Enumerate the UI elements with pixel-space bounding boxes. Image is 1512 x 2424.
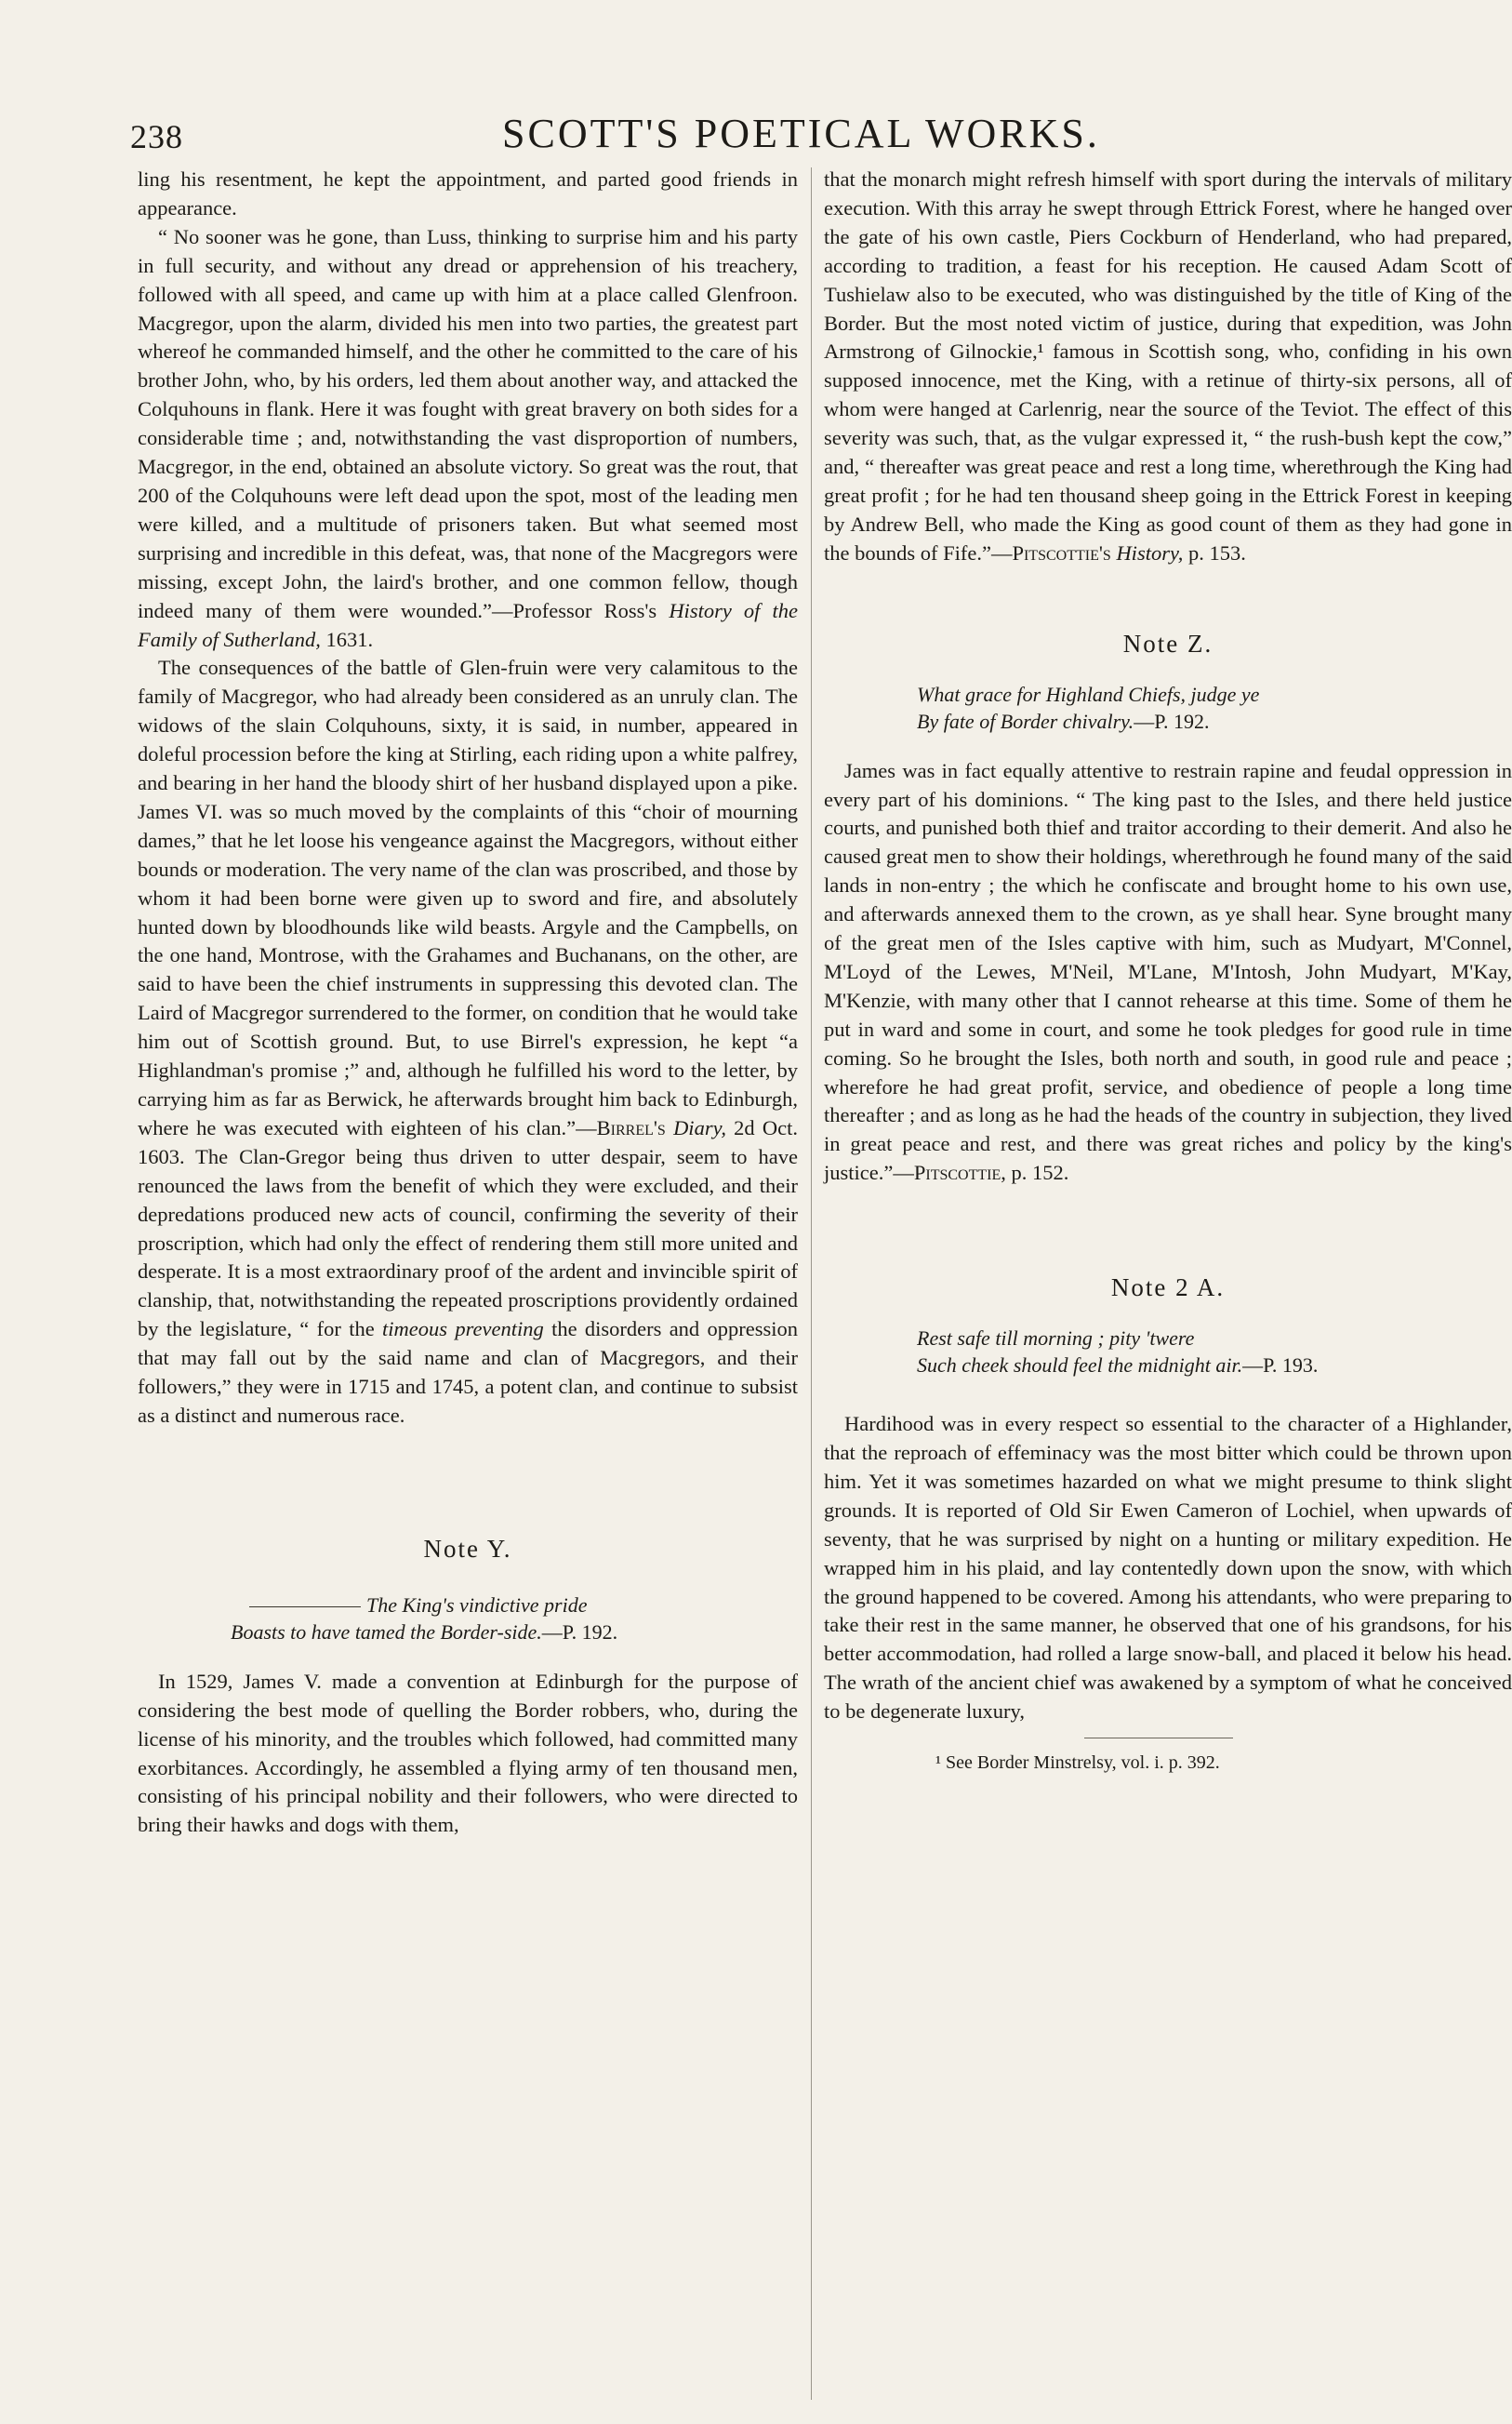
paragraph-note-z (824, 757, 1512, 1189)
note-z-verse-line-1: What grace for Highland Chiefs, judge ye (917, 682, 1260, 706)
verse-text: Boasts to have tamed the Border-side. (231, 1619, 542, 1644)
quote-text: “ No sooner was he gone, than Luss, thinking to surprise him and his party in full security, and without any dread or apprehension of his treachery, followed with all speed, and came up with him at a place called Glenfroon. Macgregor, upon the alarm, divided his men into two parties, the greatest part whereof he commanded himself, and the other he committed to the care of his brother John, who, by his orders, led them about another way, and attacked the Colquhouns in flank. Here it was fought with great bravery on both sides for a considerable time ; and, notwithstanding the vast disproportion of numbers, Macgregor, in the end, obtained an absolute victory. So great was the rout, that 200 of the Colquhouns were left dead upon the spot, most of the leading men were killed, and a multitude of prisoners taken. But what seemed most surprising and incredible in this defeat, was, that none of the Macgregors were missing, except John, the laird's brother, and one common fellow, though indeed many of them were wounded.”—Professor Ross's (138, 224, 798, 622)
paragraph-text: The consequences of the battle of Glen-fruin were very calamitous to the family of Macgregor, who had already been considered as an unruly clan. The widows of the slain Colquhouns, sixty, it is said, in number, appeared in doleful procession before the king at Stirling, each riding upon a white palfrey, and bearing in her hand the bloody shirt of her husband displayed upon a pike. James VI. was so much moved by the complaints of this “choir of mourning dames,” that he let loose his vengeance against the Macgregors, without either bounds or moderation. The very name of the clan was proscribed, and those by whom it had been borne were given up to sword and fire, and absolutely hunted down by bloodhounds like wild beasts. Argyle and the Campbells, on the one hand, Montrose, with the Grahames and Buchanans, on the other, are said to have been the chief instruments in suppressing this devoted clan. The Laird of Macgregor surrendered to the former, on condition that he would take him out of Scottish ground. But, to use Birrel's expression, he kept “a Highlandman's promise ;” and, although he fulfilled his word to the letter, by carrying him as far as Berwick, he afterwards brought him back to Edinburgh, where he was executed with eighteen of his clan.”— (138, 656, 799, 1139)
paragraph-glen-fruin (138, 654, 798, 1430)
page-reference: —P. 193. (1242, 1353, 1319, 1378)
citation-author: Pitscottie, (913, 1161, 1006, 1185)
verse-text: By fate of Border chivalry. (917, 709, 1134, 733)
paragraph-note-y: In 1529, James V. made a convention at Edinburgh for the purpose of considering the best mode of quelling the Border robbers, who, during the license of his minority, and the troubles which followed, had committed many exorbitances. Accordingly, he assembled a flying army of ten thousand men, consisting of his principal nobility and their followers, who were directed to bring their hawks and dogs with them, (138, 1669, 798, 1837)
citation-page: p. 153. (1187, 540, 1246, 565)
running-head (0, 110, 1512, 156)
paragraph-text: that the monarch might refresh himself with sport during the intervals of military execution. With this array he swept through Ettrick Forest, where he hanged over the gate of his own castle, Piers Cockburn of Henderland, who had prepared, according to tradition, a feast for his reception. He caused Adam Scott of Tushielaw also to be executed, who was distinguished by the title of King of the Border. But the most noted victim of justice, during that expedition, was John Armstrong of Gilnockie,¹ famous in Scottish song, who, confiding in his own supposed innocence, met the King, with a retinue of thirty-six persons, all of whom were hanged at Carlenrig, near the source of the Teviot. The effect of this severity was such, that, as the vulgar expressed it, “ the rush-bush kept the cow,” and, “ thereafter was great peace and rest a long time, wherethrough the King had great profit ; for he had ten thousand sheep going in the Ettrick Forest in keeping by Andrew Bell, who made the King as good count of them as they had gone in the bounds of Fife.”— (824, 167, 1512, 565)
right-column (824, 166, 1512, 1778)
verse-dash-rule (249, 1606, 361, 1607)
note-y-verse-line-1 (138, 1592, 798, 1618)
page-reference: —P. 192. (541, 1619, 618, 1644)
citation-author: Pitscottie's (1012, 540, 1111, 565)
paragraph-text: James was in fact equally attentive to restrain rapine and feudal oppression in every part of his dominions. “ The king past to the Isles, and there held justice courts, and punished both thief and traitor according to their demerit. And also he caused great men to show their holdings, wherethrough he found many of the said lands in non-entry ; the which he confiscate and brought home to his own use, and afterwards annexed them to the crown, as ye shall hear. Syne brought many of the great men of the Isles captive with him, such as Mudyart, M'Connel, M'Loyd of the Lewes, M'Neil, M'Lane, M'Intosh, John Mudyart, M'Kay, M'Kenzie, with many other that I cannot rehearse at this time. Some of them he put in ward and some in court, and some he took pledges for good rule in time coming. So he brought the Isles, both north and south, in good rule and peace ; wherefore he had great profit, service, and obedience of people a long time thereafter ; and as long as he had the heads of the country in subjection, they lived in great peace and rest, and there was great riches and policy by the king's justice.”— (824, 758, 1512, 1185)
paragraph: ling his resentment, he kept the appointment, and parted good friends in appearance. (138, 167, 798, 220)
citation-title: Diary, (673, 1115, 726, 1139)
note-2a-heading: Note 2 A. (1110, 1273, 1226, 1302)
citation-title: History, (1116, 540, 1184, 565)
paragraph-text: the disorders and oppression that may fall out by the said name and clan of Macgregors, and their followers,” they were in 1715 and 1745, a potent clan, and continue to subsist as a distinct and numerous race. (138, 1317, 798, 1427)
verse-text: The King's vindictive pride (366, 1592, 588, 1617)
note-2a-verse-line-1: Rest safe till morning ; pity 'twere (917, 1326, 1195, 1351)
paragraph-ross-quote (138, 223, 798, 655)
paragraph-text: 2d Oct. 1603. The Clan-Gregor being thus driven to utter despair, seem to have renounced the laws from the benefit of which they were excluded, and their depredations produced new acts of council, confirming the severity of their proscription, which had only the effect of rendering them still more united and desperate. It is a most extraordinary proof of the ardent and invincible spirit of clanship, that, notwithstanding the repeated proscriptions providently ordained by the legislature, “ for the (138, 1115, 798, 1341)
note-y-verse-line-2 (138, 1618, 798, 1645)
note-z-heading: Note Z. (1122, 629, 1214, 658)
emphasis-text: timeous preventing (382, 1317, 544, 1341)
page-reference: —P. 192. (1134, 709, 1210, 733)
page-number: 238 (130, 118, 183, 155)
left-column (138, 166, 798, 1840)
footnote: ¹ See Border Minstrelsy, vol. i. p. 392. (935, 1752, 1220, 1774)
verse-text: Such cheek should feel the midnight air. (917, 1353, 1243, 1378)
note-z-verse-line-2 (824, 708, 1512, 735)
running-title: SCOTT'S POETICAL WORKS. (502, 111, 1100, 156)
column-divider (811, 167, 812, 2400)
citation-page: p. 152. (1011, 1161, 1069, 1185)
note-2a-verse-line-2 (824, 1352, 1512, 1378)
note-y-heading: Note Y. (423, 1534, 512, 1563)
citation-title: History of the Family of Sutherland, (138, 598, 799, 651)
paragraph-note-2a: Hardihood was in every respect so essential to the character of a Highlander, that the reproach of effeminacy was the most bitter which could be thrown upon him. Yet it was sometimes hazarded on what we might presume to think slight grounds. It is reported of Old Sir Ewen Cameron of Lochiel, when upwards of seventy, that he was surprised by night on a hunting or military expedition. He wrapped him in his plaid, and lay contentedly down upon the snow, with which the ground happened to be covered. Among his attendants, who were preparing to take their rest in the same manner, he observed that one of his grandsons, for his better accommodation, had rolled a large snow-ball, and placed it below his head. The wrath of the ancient chief was awakened by a symptom of what he conceived to be degenerate luxury, (824, 1412, 1512, 1724)
citation-author: Birrel's (596, 1115, 666, 1139)
paragraph-james-v (824, 166, 1512, 568)
citation-year: 1631. (325, 627, 374, 651)
